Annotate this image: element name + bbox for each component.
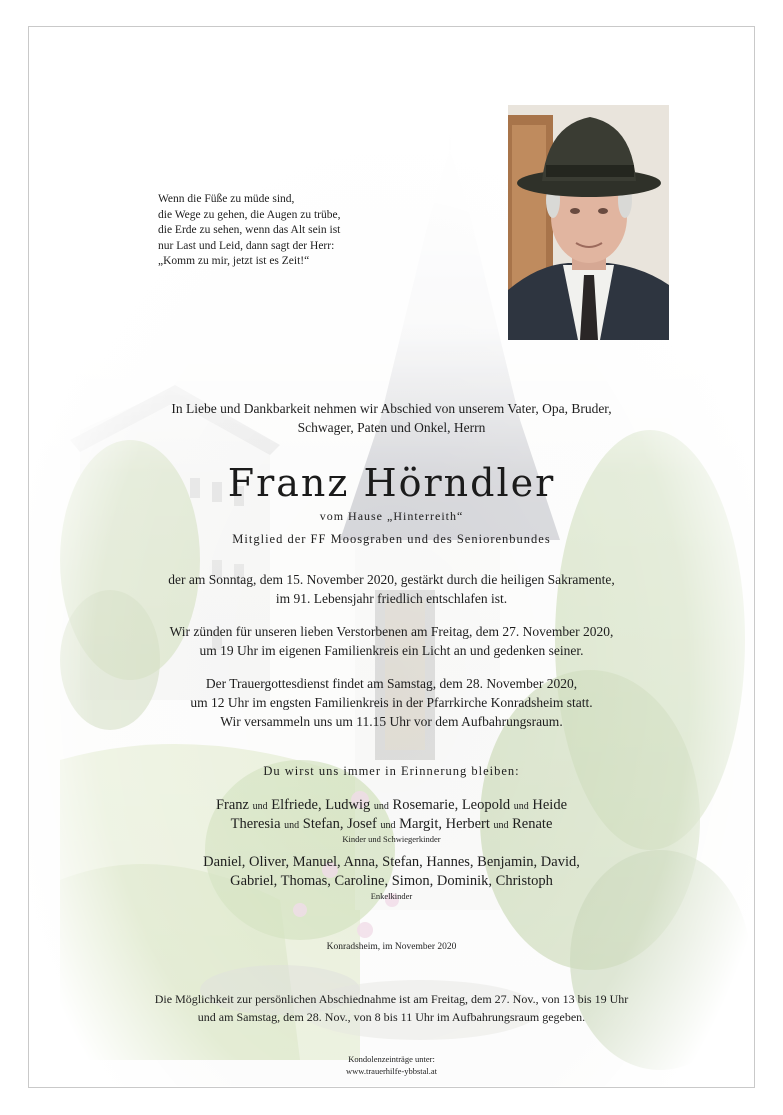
candle-line: Wir zünden für unseren lieben Verstorbenen am Freitag, dem 27. November 2020, — [169, 624, 614, 639]
poem-line: „Komm zu mir, jetzt ist es Zeit!“ — [158, 255, 310, 267]
connector: und — [373, 801, 389, 812]
deceased-name: Franz Hörndler — [227, 461, 556, 505]
place-date: Konradsheim, im November 2020 — [326, 942, 457, 952]
poem-line: die Erde zu sehen, wenn das Alt sein ist — [158, 224, 341, 236]
intro-text — [60, 399, 723, 437]
connector: und — [284, 820, 300, 831]
family-name: Renate — [512, 816, 553, 832]
service-line: Der Trauergottesdienst findet am Samstag, dem 28. November 2020, — [205, 676, 578, 691]
grandchildren-row-2: Gabriel, Thomas, Caroline, Simon, Dominik, Christoph — [230, 873, 553, 889]
poem-line: Wenn die Füße zu müde sind, — [158, 193, 295, 205]
children-row-2: Theresia und Stefan, Josef und Margit, Herbert und Renate — [230, 816, 553, 832]
connector: und — [493, 820, 509, 831]
membership-line: Mitglied der FF Moosgraben und des Seniorenbundes — [232, 532, 551, 546]
children-row-1: Franz und Elfriede, Ludwig und Rosemarie, Leopold und Heide — [215, 797, 568, 813]
family-name: Herbert — [445, 816, 490, 832]
remembrance-line: Du wirst uns immer in Erinnerung bleiben: — [263, 764, 520, 778]
family-name: Stefan — [302, 816, 340, 832]
gathering-notice: Wir versammeln uns um 11.15 Uhr vor dem Aufbahrungsraum. — [220, 714, 563, 729]
children-caption: Kinder und Schwiegerkinder — [342, 834, 441, 844]
condolence-info — [60, 1053, 723, 1077]
death-notice — [60, 570, 723, 608]
family-name: Rosemarie — [392, 797, 455, 813]
connector: und — [252, 801, 268, 812]
family-name: Theresia — [230, 816, 281, 832]
intro-line: Schwager, Paten und Onkel, Herrn — [297, 420, 486, 435]
family-name: Ludwig — [325, 797, 371, 813]
candle-notice — [60, 622, 723, 660]
candle-line: um 19 Uhr im eigenen Familienkreis ein Licht an und gedenken seiner. — [199, 643, 584, 658]
poem-line: nur Last und Leid, dann sagt der Herr: — [158, 239, 335, 252]
viewing-line: und am Samstag, dem 28. Nov., von 8 bis 11 Uhr im Aufbahrungsraum gegeben. — [197, 1010, 586, 1024]
poem-line: die Wege zu gehen, die Augen zu trübe, — [158, 208, 341, 221]
intro-line: In Liebe und Dankbarkeit nehmen wir Abschied von unserem Vater, Opa, Bruder, — [171, 401, 612, 416]
poem — [158, 192, 408, 270]
connector: und — [513, 801, 529, 812]
family-name: Heide — [532, 797, 568, 813]
death-line: im 91. Lebensjahr friedlich entschlafen ist. — [275, 591, 508, 606]
condolence-label: Kondolenzeinträge unter: — [348, 1054, 435, 1064]
grandchildren-row-1: Daniel, Oliver, Manuel, Anna, Stefan, Hannes, Benjamin, David, — [203, 854, 580, 870]
viewing-notice — [60, 990, 723, 1026]
family-name: Leopold — [461, 797, 511, 813]
family-name: Margit — [399, 816, 439, 832]
connector: und — [380, 820, 396, 831]
condolence-url[interactable]: www.trauerhilfe-ybbstal.at — [345, 1066, 438, 1076]
death-line: der am Sonntag, dem 15. November 2020, gestärkt durch die heiligen Sakramente, — [168, 572, 615, 587]
house-name: vom Hause „Hinterreith“ — [319, 509, 464, 523]
grandchildren-caption: Enkelkinder — [370, 891, 413, 901]
service-line: um 12 Uhr im engsten Familienkreis in der Pfarrkirche Konradsheim statt. — [190, 695, 593, 710]
portrait-photo — [508, 105, 669, 340]
family-name: Franz — [215, 797, 249, 813]
viewing-line: Die Möglichkeit zur persönlichen Abschiednahme ist am Freitag, dem 27. Nov., von 13 bis 19 Uhr — [154, 992, 629, 1006]
service-notice — [60, 674, 723, 712]
family-name: Josef — [347, 816, 377, 832]
family-name: Elfriede — [271, 797, 318, 813]
